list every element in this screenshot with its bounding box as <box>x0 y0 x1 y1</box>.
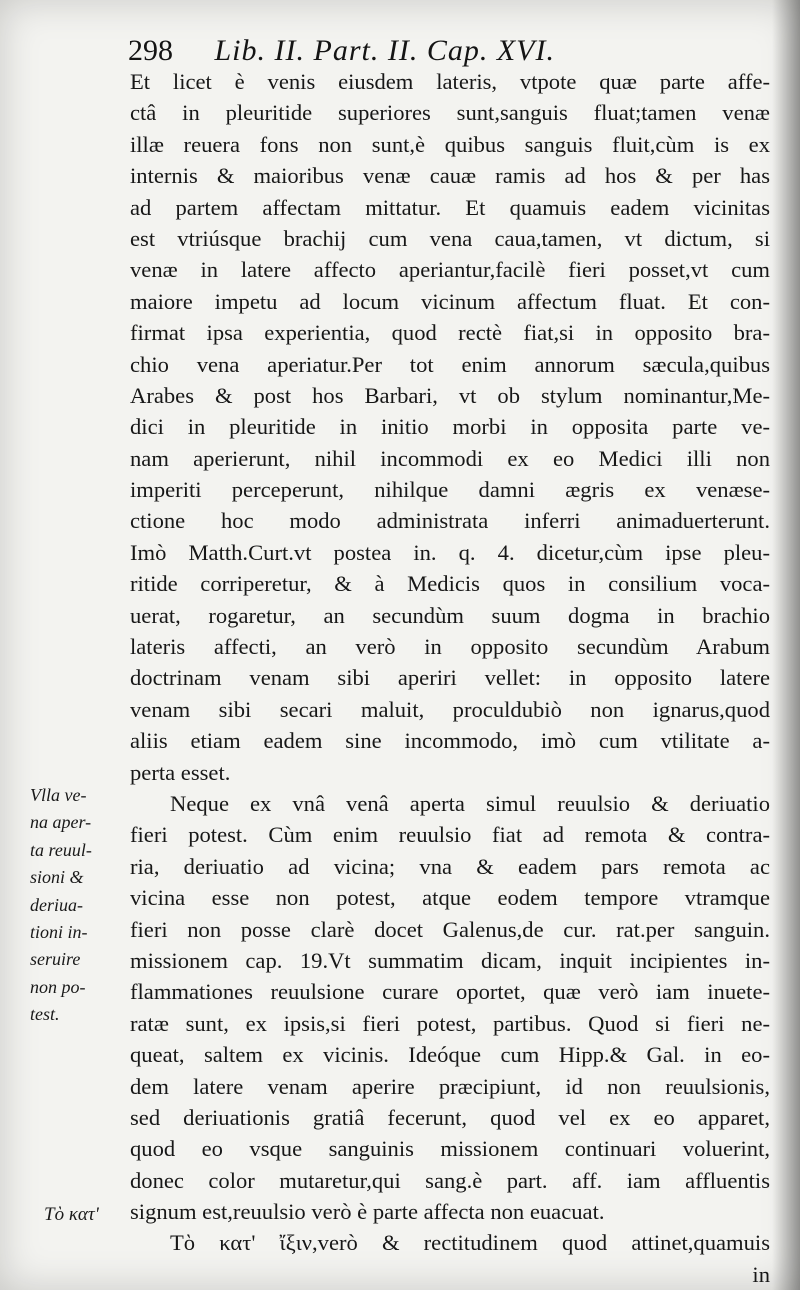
marginal-note-line: non po- <box>30 976 86 997</box>
marginal-note-line: Vlla ve- <box>30 785 87 805</box>
text-line: ctâ in pleuritide superiores sunt,sanguis fluat;tamen venæ <box>130 100 770 126</box>
page-edge-shadow <box>772 0 800 1290</box>
text-line: missionem cap. 19.Vt summatim dicam, inquit incipientes in- <box>130 947 770 973</box>
running-title: Lib. II. Part. II. Cap. XVI. <box>214 34 555 67</box>
text-line: aliis etiam eadem sine incommodo, imò cum vtilitate a- <box>130 728 770 754</box>
text-line: ritide corriperetur, & à Medicis quos in consilium voca- <box>130 571 770 597</box>
page-number: 298 <box>128 34 173 67</box>
text-line: ratæ sunt, ex ipsis,si fieri potest, partibus. Quod si fieri ne- <box>130 1010 770 1036</box>
text-line: dem latere venam aperire præcipiunt, id non reuulsionis, <box>130 1073 770 1099</box>
catchword: Τὸ κατ' <box>44 1204 99 1225</box>
text-line: imperiti perceperunt, nihilque damni ægris ex venæse- <box>130 477 770 503</box>
marginal-note-line: deriua- <box>30 894 83 915</box>
text-line: uerat, rogaretur, an secundùm suum dogma in brachio <box>130 602 770 628</box>
text-line: donec color mutaretur,qui sang.è part. aff. iam affluentis <box>130 1167 770 1193</box>
text-line: ria, deriuatio ad vicina; vna & eadem pars remota ac <box>130 853 770 879</box>
text-line: maiore impetu ad locum vicinum affectum fluat. Et con- <box>130 288 770 314</box>
text-line: venam sibi secari maluit, proculdubiò non ignarus,quod <box>130 696 770 722</box>
text-line: dici in pleuritide in initio morbi in opposita parte ve- <box>130 414 770 440</box>
main-text <box>130 66 770 1290</box>
text-line: fieri potest. Cùm enim reuulsio fiat ad remota & contra- <box>130 822 770 848</box>
text-line: venæ in latere affecto aperiantur,facilè fieri posset,vt cum <box>130 257 770 283</box>
marginal-note-line: seruire <box>30 949 81 970</box>
text-line: signum est,reuulsio verò è parte affecta non euacuat. <box>130 1199 605 1225</box>
text-line: est vtriúsque brachij cum vena caua,tamen, vt dictum, si <box>130 225 770 251</box>
text-line: fieri non posse clarè docet Galenus,de cur. rat.per sanguin. <box>130 916 770 942</box>
marginal-note <box>30 782 130 1029</box>
text-line: internis & maioribus venæ cauæ ramis ad hos & per has <box>130 163 770 189</box>
marginal-note-line: tioni in- <box>30 921 88 942</box>
text-line: queat, saltem ex vicinis. Ideóque cum Hipp.& Gal. in eo- <box>130 1042 770 1068</box>
text-line: chio vena aperiatur.Per tot enim annorum sæcula,quibus <box>130 351 770 377</box>
text-line: nam aperierunt, nihil incommodi ex eo Medici illi non <box>130 445 770 471</box>
text-line: Et licet è venis eiusdem lateris, vtpote quæ parte affe- <box>130 69 770 94</box>
text-line: flammationes reuulsione curare oportet, quæ verò iam inuete- <box>130 979 770 1005</box>
text-line: illæ reuera fons non sunt,è quibus sanguis fluit,cùm is ex <box>130 131 770 157</box>
marginal-note-line: sioni & <box>30 867 84 888</box>
text-line: firmat ipsa experientia, quod rectè fiat,si in opposito bra- <box>130 320 770 346</box>
marginal-note-line: na aper- <box>30 812 92 833</box>
marginal-note-line: ta reuul- <box>30 839 92 860</box>
text-line: in <box>752 1261 770 1287</box>
text-line: vicina esse non potest, atque eodem tempore vtramque <box>130 885 770 911</box>
text-line: doctrinam venam sibi aperiri vellet: in opposito latere <box>130 665 770 691</box>
marginal-note-line: test. <box>30 1004 60 1025</box>
text-line: lateris affecti, an verò in opposito secundùm Arabum <box>130 634 770 660</box>
text-line: perta esset. <box>130 759 231 785</box>
text-line: sed deriuationis gratiâ fecerunt, quod vel ex eo apparet, <box>130 1104 770 1130</box>
text-line: ctione hoc modo administrata inferri animaduerterunt. <box>130 508 770 534</box>
text-line: Imò Matth.Curt.vt postea in. q. 4. dicetur,cùm ipse pleu- <box>130 539 770 565</box>
text-line: quod eo vsque sanguinis missionem continuari voluerint, <box>130 1136 770 1162</box>
text-line: ad partem affectam mittatur. Et quamuis eadem vicinitas <box>130 194 770 220</box>
text-line: Τὸ κατ' ἴξιν,verò & rectitudinem quod attinet,quamuis <box>170 1230 770 1256</box>
text-line: Arabes & post hos Barbari, vt ob stylum nominantur,Me- <box>130 382 770 408</box>
text-line: Neque ex vnâ venâ aperta simul reuulsio & deriuatio <box>170 790 770 816</box>
